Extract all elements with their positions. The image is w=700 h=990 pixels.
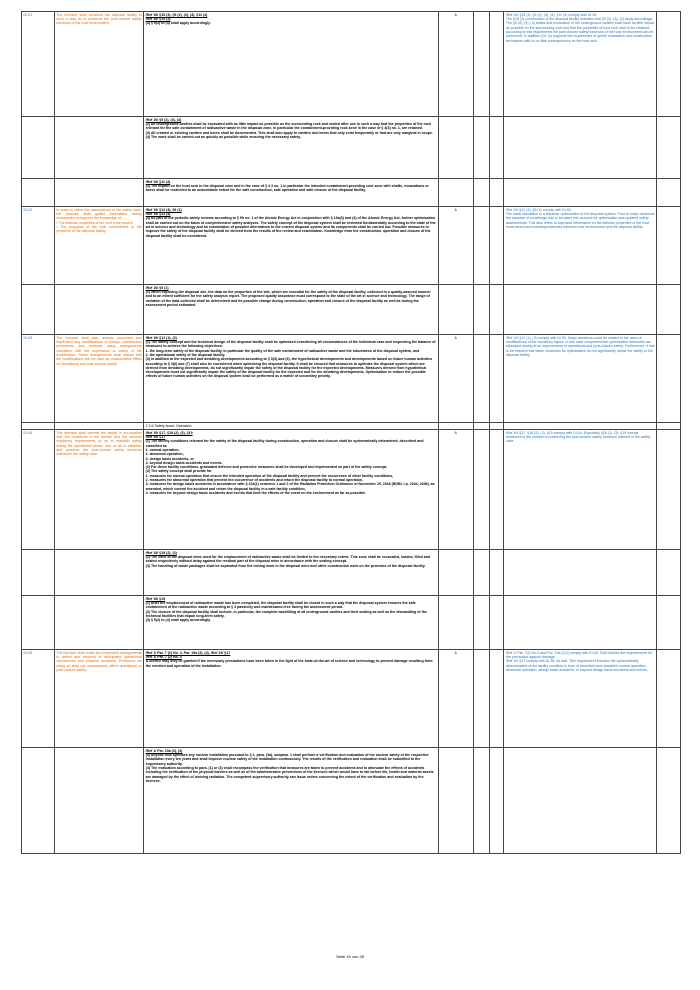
empty-cell [657,207,681,285]
empty-cell [657,596,681,650]
requirement-cell: The licensee shall construct the disposal facility in such a way as to preserve the post-closure safety functions of the host environment. [54,12,143,117]
regulation-text-cell [144,335,439,423]
row-id-cell [22,550,55,596]
section-heading: 2.2.6 Safety Issue: Operation [144,423,439,430]
regulation-paragraph: 2. measures for abnormal operation that prevent the occurrence of accidents and return the disposal facility to normal operation, [145,478,364,483]
empty-cell [490,207,504,285]
row-id-cell [22,596,55,650]
reference-label: /Ref 19/ §19 [145,596,166,601]
assessment-comment-cell: /Ref 19/ §17, §18 (2), (3), §19 comply with DI-54. Especially §18 (2), (3), §19 include measures in the context of preserving the post-closure safety functions claimed in the safety case. [504,430,657,550]
compliance-mark-cell: A [438,650,473,748]
assessment-comment-cell [504,285,657,335]
compliance-mark-cell [438,285,473,335]
empty-cell [473,179,489,207]
empty-cell [473,748,489,854]
regulation-paragraph: 1. measures for normal operation that ensure the intended operation of the disposal facility and prevent the occurrence of other facility conditions, [145,473,394,478]
row-id-cell: DI-51 [22,12,55,117]
regulation-paragraph: (4) The work shall be carried out as quickly as possible while ensuring the necessary safety. [145,134,301,139]
regulation-paragraph: (3) § 9(2) to (4) shall apply accordingly. [145,618,211,623]
table-row [22,423,681,430]
empty-cell [657,550,681,596]
regulation-paragraph: (2) The zone of the disposal mine used for the emplacement of radioactive waste shall be limited to the necessary extent. This zone shall be excavated, loaded, filled and sealed respectively without delay against the residual part of the disposal mine in accordance with the sealing concept. [145,555,431,564]
compliance-mark-cell [438,550,473,596]
empty-cell [473,423,489,430]
requirement-cell: The licensee shall plan, assess, document and implement any modifications of design, construction procedures and methods using arrangements consistent with the importance to safety of the modification. These arrangements shall ensure that the modifications will not have an unacceptable effect on operational and post-closure safety. [54,335,143,423]
assessment-comment-cell [504,748,657,854]
regulation-paragraph: (2) All underground cavities shall be excavated with as little impact as possible on the surrounding rock and sealed after use in such a way that the properties of the rock relevant for the safe containment of radioactive waste in the disposal zone, in particular the containment-providing rock zone in the case of § 4(3) no. 1, are retained. [145,122,432,131]
compliance-mark-cell [438,596,473,650]
requirement-cell [54,285,143,335]
empty-cell [490,117,504,179]
empty-cell [473,596,489,650]
assessment-comment-cell: /Ref 19/ §15 (3), §9 (2), (3), (4), §11 (4) comply with DI-51. The §15 (3) construction of the disposal facility indicates that §9 (2), (3), (4) apply accordingly. The §9 (2), (3), (4) states that excavation of the underground cavities shall have as little impact as possible on the surrounding rock and that the properties of host rock have to be retained. According to this requirement the post closure safety functions of the host environment can be preserved. In addition §11 (4) supports the requirement of gentle excavation and construction techniques with no or little consequences on the host rock. [504,12,657,117]
table-row [22,117,681,179]
regulation-text-cell [144,596,439,650]
assessment-comment-cell: /Ref 1/ Par. 7(2) No.3 and Par. 19a (3,4) comply with DI-55. R&D implies the requirements for the precaution against damage. /Ref 19/ §17 comply with DI-55, as well. This requirement includes the systematically determination of the facility condition in form of described and classified normal operation, abnormal operation, design basis accidents, or beyond design basis accidents and events. [504,650,657,748]
compliance-mark-cell: A [438,12,473,117]
reference-label: /Ref 19/ §12 (4), §9 (1) [145,207,182,212]
reference-label: /Ref 19/ §9 (2), (3), (4) [145,117,182,122]
regulation-paragraph: 4. beyond design basis accidents and events. [145,460,223,465]
regulation-paragraph: (2) For these facility conditions, graduated defence and protective measures shall be developed and implemented as part of the safety concept. [145,465,388,470]
regulation-paragraph: (1) The safety concept and the technical design of the disposal facility shall be optimised considering all circumstances of the individual case and respecting the balance of measures to achieve the following objectives: [145,340,436,349]
empty-cell [490,423,504,430]
row-id-cell [22,423,55,430]
reference-label: /Ref 1/ Par. 7 (2) No. 3 [145,655,182,660]
row-id-cell: DI-55 [22,650,55,748]
regulation-paragraph: A licence may only be granted if the necessary precautions have been taken in the light of the state-of-the-art of science and technology to prevent damage resulting from the erection and operation of the installation. [145,659,433,668]
requirement-cell [54,117,143,179]
requirements-table [21,11,681,854]
requirement-cell [54,179,143,207]
compliance-mark-cell [438,179,473,207]
empty-cell [657,748,681,854]
reference-label: /Ref 19/ §11 (4) [145,179,171,184]
row-id-cell: DI-54 [22,430,55,550]
empty-cell [490,179,504,207]
regulation-paragraph: (4) The impact on the host rock in the disposal zone and in the case of § 4 3 no. 1 in particular the intended containment-providing rock zone with shafts, excavations or bores shall be restricted to an unavoidable extent for the safe construction, safe operation and safe closure of the disposal facility. [145,184,429,193]
empty-cell [657,430,681,550]
compliance-mark-cell: A [438,335,473,423]
regulation-paragraph: (3) The safety concept shall provide for [145,469,212,474]
row-id-cell [22,285,55,335]
regulation-paragraph: 1. the long-term safety of the disposal facility, in particular the quality of the safe containment of radioactive waste and the robustness of the disposal system, and [145,348,420,353]
requirement-cell [54,748,143,854]
empty-cell [657,12,681,117]
regulation-paragraph: (1) After the emplacement of radioactive waste has been completed, the disposal facility shall be closed in such a way that the disposal system ensures the safe containment of the radioactive waste according to § 4 passively and maintenance-free during the assessment period. [145,601,416,610]
empty-cell [473,207,489,285]
empty-cell [473,430,489,550]
regulation-text-cell [144,285,439,335]
requirement-cell: In order to refine the assumptions of the safety case, the licensee shall gather information during construction to improve the knowledge of: • The intrinsic properties of the host environment • The response of the host environment to the presence of the disposal facility. [54,207,143,285]
regulation-paragraph: (3) In addition to the expected and deviating developments according to § 3(3) and (4), the hypothetical developments and developments based on future human activities according to § 3(6) and (7) shall also be considered when optimising the disposal facility. It shall be ensured that measures to optimise the disposal system which are derived from deviating developments, do not significantly impair the safety of the disposal facility for the expected developments. Measures derived from hypothetical developments must not significantly impair the safety of the disposal facility for the expected and for the deviating developments. Optimisation to reduce the possible effects of future human activities on the disposal system shall be performed as a matter of secondary priority. [145,357,433,379]
compliance-mark-cell: A [438,207,473,285]
assessment-comment-cell: /Ref 19/ §12 (1), (3) comply with DI-53. Major decisions could be related to the need of modifications of the repository layout. In this case comprehensive optimisation measures are stipulated aiming at an improvement of operational and post-closure safety. Furthermore, it has to be ensured that taken measures for optimisation do not significantly impair the safety of the disposal facility. [504,335,657,423]
compliance-mark-cell: A [438,430,473,550]
regulation-paragraph: (3) Anyone who operates any nuclear installation pursuant to § 2, para. (3a), subpara. 1 shall perform a verification and evaluation of the nuclear safety of the respective installation every ten years and shall improve nuclear safety of the installation continuously. The results of the verification and evaluation shall be submitted to the supervisory authority. [145,753,429,766]
reference-label: /Ref 19/ §18 (2), (3) [145,550,177,555]
page-footer: Seite 15 von 28 [336,954,364,959]
table-row [22,285,681,335]
requirement-cell [54,550,143,596]
reference-label: /Ref 19/ §9 (1) [145,285,169,290]
empty-cell [504,423,657,430]
empty-cell [473,285,489,335]
empty-cell [473,12,489,117]
assessment-comment-cell [504,117,657,179]
regulation-paragraph: (4) The evaluation according to para. (1) or (3) shall encompass the verification that measures are taken to prevent accidents and to attenuate the effects of accidents including the verification of the physical barriers as well as of the administrative preventions of the licencee which would have to fail before life, health and material assets are damaged by the effect of ionising radiation. The competent supervisory authority can issue orders concerning the extent of the verification and evaluation by the licencee. [145,765,434,783]
empty-cell [657,423,681,430]
regulation-text-cell [144,550,439,596]
table-row [22,207,681,285]
regulation-text-cell [144,207,439,285]
regulation-paragraph: 4. measures for beyond design basis accidents and events that limit the effects of the event on the environment as far as possible. [145,490,366,495]
table-row [22,748,681,854]
table-row [22,179,681,207]
assessment-comment-cell [504,550,657,596]
empty-cell [490,650,504,748]
compliance-mark-cell [438,748,473,854]
empty-cell [490,550,504,596]
regulation-text-cell [144,179,439,207]
reference-label: /Ref 19/ §17, §18 (2), (3), §19 [145,430,193,435]
table-row [22,650,681,748]
table-row [22,430,681,550]
row-id-cell: DI-53 [22,335,55,423]
empty-cell [657,285,681,335]
regulation-paragraph: 3. measures for design basis accidents in accordance with § 104(1) sentence 1 and 2 of the Radiation Protection Ordinance of November 29, 2018 (BGBl. I p. 2034, 2036), as amended, which control the accident and return the disposal facility in a safe facility condition, [145,482,435,491]
assessment-comment-cell: /Ref 19/ §12 (4), §9 (1) comply with DI-52. The basic stipulation is a stepwise optimisation of the disposal system. Prior to major decisions the increase of knowledge has to be taken into account for optimisation and updated safety assessments. This also refers to improved information on the intrinsic properties of the host environment and interdependencies between host environment and the disposal facility. [504,207,657,285]
empty-cell [473,117,489,179]
regulation-paragraph: 2. abnormal operation, [145,452,184,457]
regulation-text-cell [144,748,439,854]
empty-cell [657,335,681,423]
empty-cell [490,285,504,335]
reference-label: /Ref 19/ §12 (4) [145,212,171,217]
empty-cell [490,335,504,423]
empty-cell [490,430,504,550]
empty-cell [657,117,681,179]
regulation-text-cell [144,117,439,179]
regulation-paragraph: (1) When exploring the disposal site, the data on the properties of the site, which are essential for the safety of the disposal facility, collected in a quality-assured manner and to an extent sufficient for the safety analysis report. The proposed quality assurance must correspond to the state of the art in science and technology. The range of variation of the data collected shall be determined and its possible change during construction, operation and closure of the disposal facility as well as during the assessment period estimated. [145,290,431,307]
regulation-text-cell [144,430,439,550]
empty-cell [490,596,504,650]
document-page [21,11,681,854]
table-row [22,12,681,117]
table-row [22,335,681,423]
regulation-paragraph: (2) The closure of the disposal facility shall include, in particular, the complete backfilling of all underground cavities and their sealing as well as the dismantling of the technical facilities that impair long-term safety. [145,609,427,618]
row-id-cell: DI-52 [22,207,55,285]
table-row [22,550,681,596]
reference-label: /Ref 1/ Par. 7 (2) No. 3, Par. 19a (3), (4), /Ref 19/ §17 [145,650,231,655]
regulation-paragraph: (4) As part of the periodic safety reviews according to § 9h no. 1 of the Atomic Energy Act in conjunction with § 19a(3) and (4) of the Atomic Energy Act, further optimisation shall be carried out on the basis of comprehensive safety analyses. The safety concept of the disposal system shall be reviewed fundamentally according to the state of the art in science and technology and an examination of possible alternatives to the current disposal system and its components shall be carried out. Possible measures to improve the safety of the disposal facility shall be derived from the results of the review and examination. Knowledge from the construction, operation and closure of the disposal facility shall be considered. [145,216,436,238]
regulation-text-cell [144,12,439,117]
empty-cell [657,650,681,748]
row-id-cell [22,117,55,179]
assessment-comment-cell [504,596,657,650]
reference-label: /Ref 19/ §17 [145,435,166,440]
empty-cell [490,748,504,854]
regulation-paragraph: 3. design basis accidents, or [145,456,194,461]
reference-label: /Ref 1/ Par. 19a (3), (4) [145,748,183,753]
row-id-cell [22,748,55,854]
regulation-paragraph: 1. normal operation, [145,447,180,452]
reference-label: /Ref 19/ §15 (3) [145,17,171,22]
empty-cell [473,650,489,748]
regulation-paragraph: (3) § 9(2) to (4) shall apply accordingly. [145,21,211,26]
requirement-cell: The licensee shall operate the facility in accordance with the conditions of the licence and the relevant regulatory requirements so as to maintain safety during the operational phase, and so as to establish and preserve the post-closure safety functions claimed in the safety case. [54,430,143,550]
empty-cell [473,550,489,596]
assessment-comment-cell [504,179,657,207]
compliance-mark-cell [438,117,473,179]
row-id-cell [22,179,55,207]
requirement-cell [54,423,143,430]
regulation-paragraph: 2. the operational safety of the disposal facility. [145,352,226,357]
regulation-paragraph: (3) The handling of waste packages shall be separated from the mining work in the disposal mine and other construction work on the premises of the disposal facility. [145,563,426,568]
requirement-cell [54,596,143,650]
table-row [22,596,681,650]
empty-cell [490,12,504,117]
reference-label: /Ref 19/ §15 (3), §9 (2), (3), (4), §11 (4) [145,12,208,17]
regulation-paragraph: (1) The facility conditions relevant for the safety of the disposal facility during construction, operation and closure shall be systematically determined, described and classified as [145,439,424,448]
empty-cell [473,335,489,423]
regulation-text-cell [144,650,439,748]
regulation-paragraph: (3) All created or existing cavities and bores shall be documented. This shall also apply to cavities and bores that only exist temporarily or that are only marginal in scope. [145,130,433,135]
empty-cell [438,423,473,430]
reference-label: /Ref 19/ §12 (1), (3) [145,335,177,340]
empty-cell [657,179,681,207]
requirement-cell: The licensee shall make and implement arrangements to detect and respond to anticipated operational occurrences and possible accidents. Provisions for doing so shall not unacceptably affect operational or post-closure safety. [54,650,143,748]
